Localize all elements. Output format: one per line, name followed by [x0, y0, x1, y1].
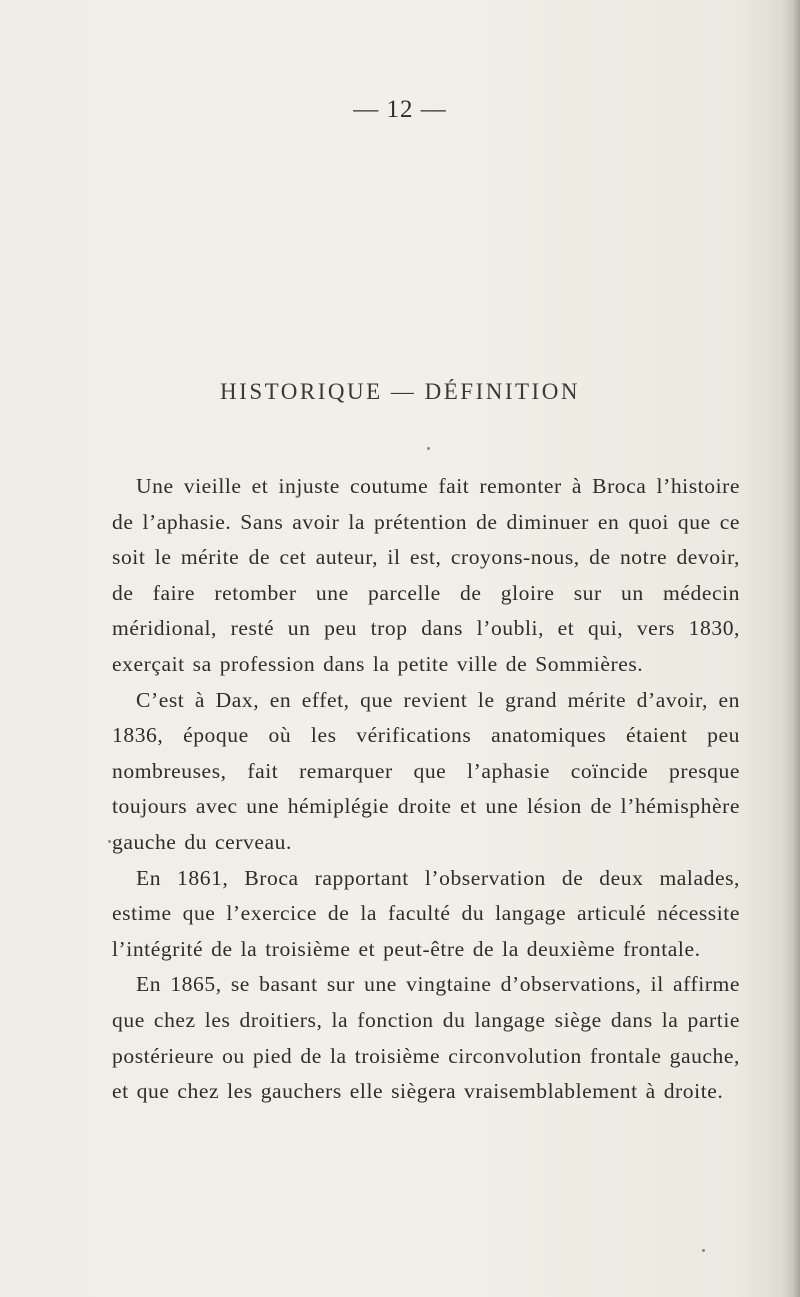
- page-edge-shadow: [782, 0, 800, 1297]
- page-number: — 12 —: [353, 96, 447, 123]
- paper-speck: [427, 447, 430, 450]
- paragraph: C’est à Dax, en effet, que revient le grand mérite d’avoir, en 1836, époque où les vérifications anatomiques étaient peu nombreuses, fait remarquer que l’aphasie coïncide presque toujours avec une hémiplégie droite et une lésion de l’hémisphère gauche du cerveau.: [112, 687, 740, 854]
- paragraph: En 1861, Broca rapportant l’observation de deux malades, estime que l’exercice de la faculté du langage articulé nécessite l’intégrité de la troisième et peut-être de la deuxième frontale.: [112, 865, 740, 961]
- paragraph: En 1865, se basant sur une vingtaine d’observations, il affirme que chez les droitiers, la fonction du langage siège dans la partie postérieure ou pied de la troisième circonvolution frontale gauche, et que chez les gauchers elle siègera vraisemblablement à droite.: [112, 972, 740, 1104]
- section-heading: HISTORIQUE — DÉFINITION: [220, 379, 580, 405]
- paper-speck: [108, 840, 111, 843]
- paragraph: Une vieille et injuste coutume fait remonter à Broca l’histoire de l’aphasie. Sans avoir la prétention de diminuer en quoi que ce soit le mérite de cet auteur, il est, croyons-nous, de notre devoir, de faire retomber une parcelle de gloire sur un médecin méridional, resté un peu trop dans l’oubli, et qui, vers 1830, exerçait sa profession dans la petite ville de Sommières.: [112, 474, 740, 676]
- paper-speck: [702, 1249, 705, 1252]
- body-text: [112, 469, 740, 1110]
